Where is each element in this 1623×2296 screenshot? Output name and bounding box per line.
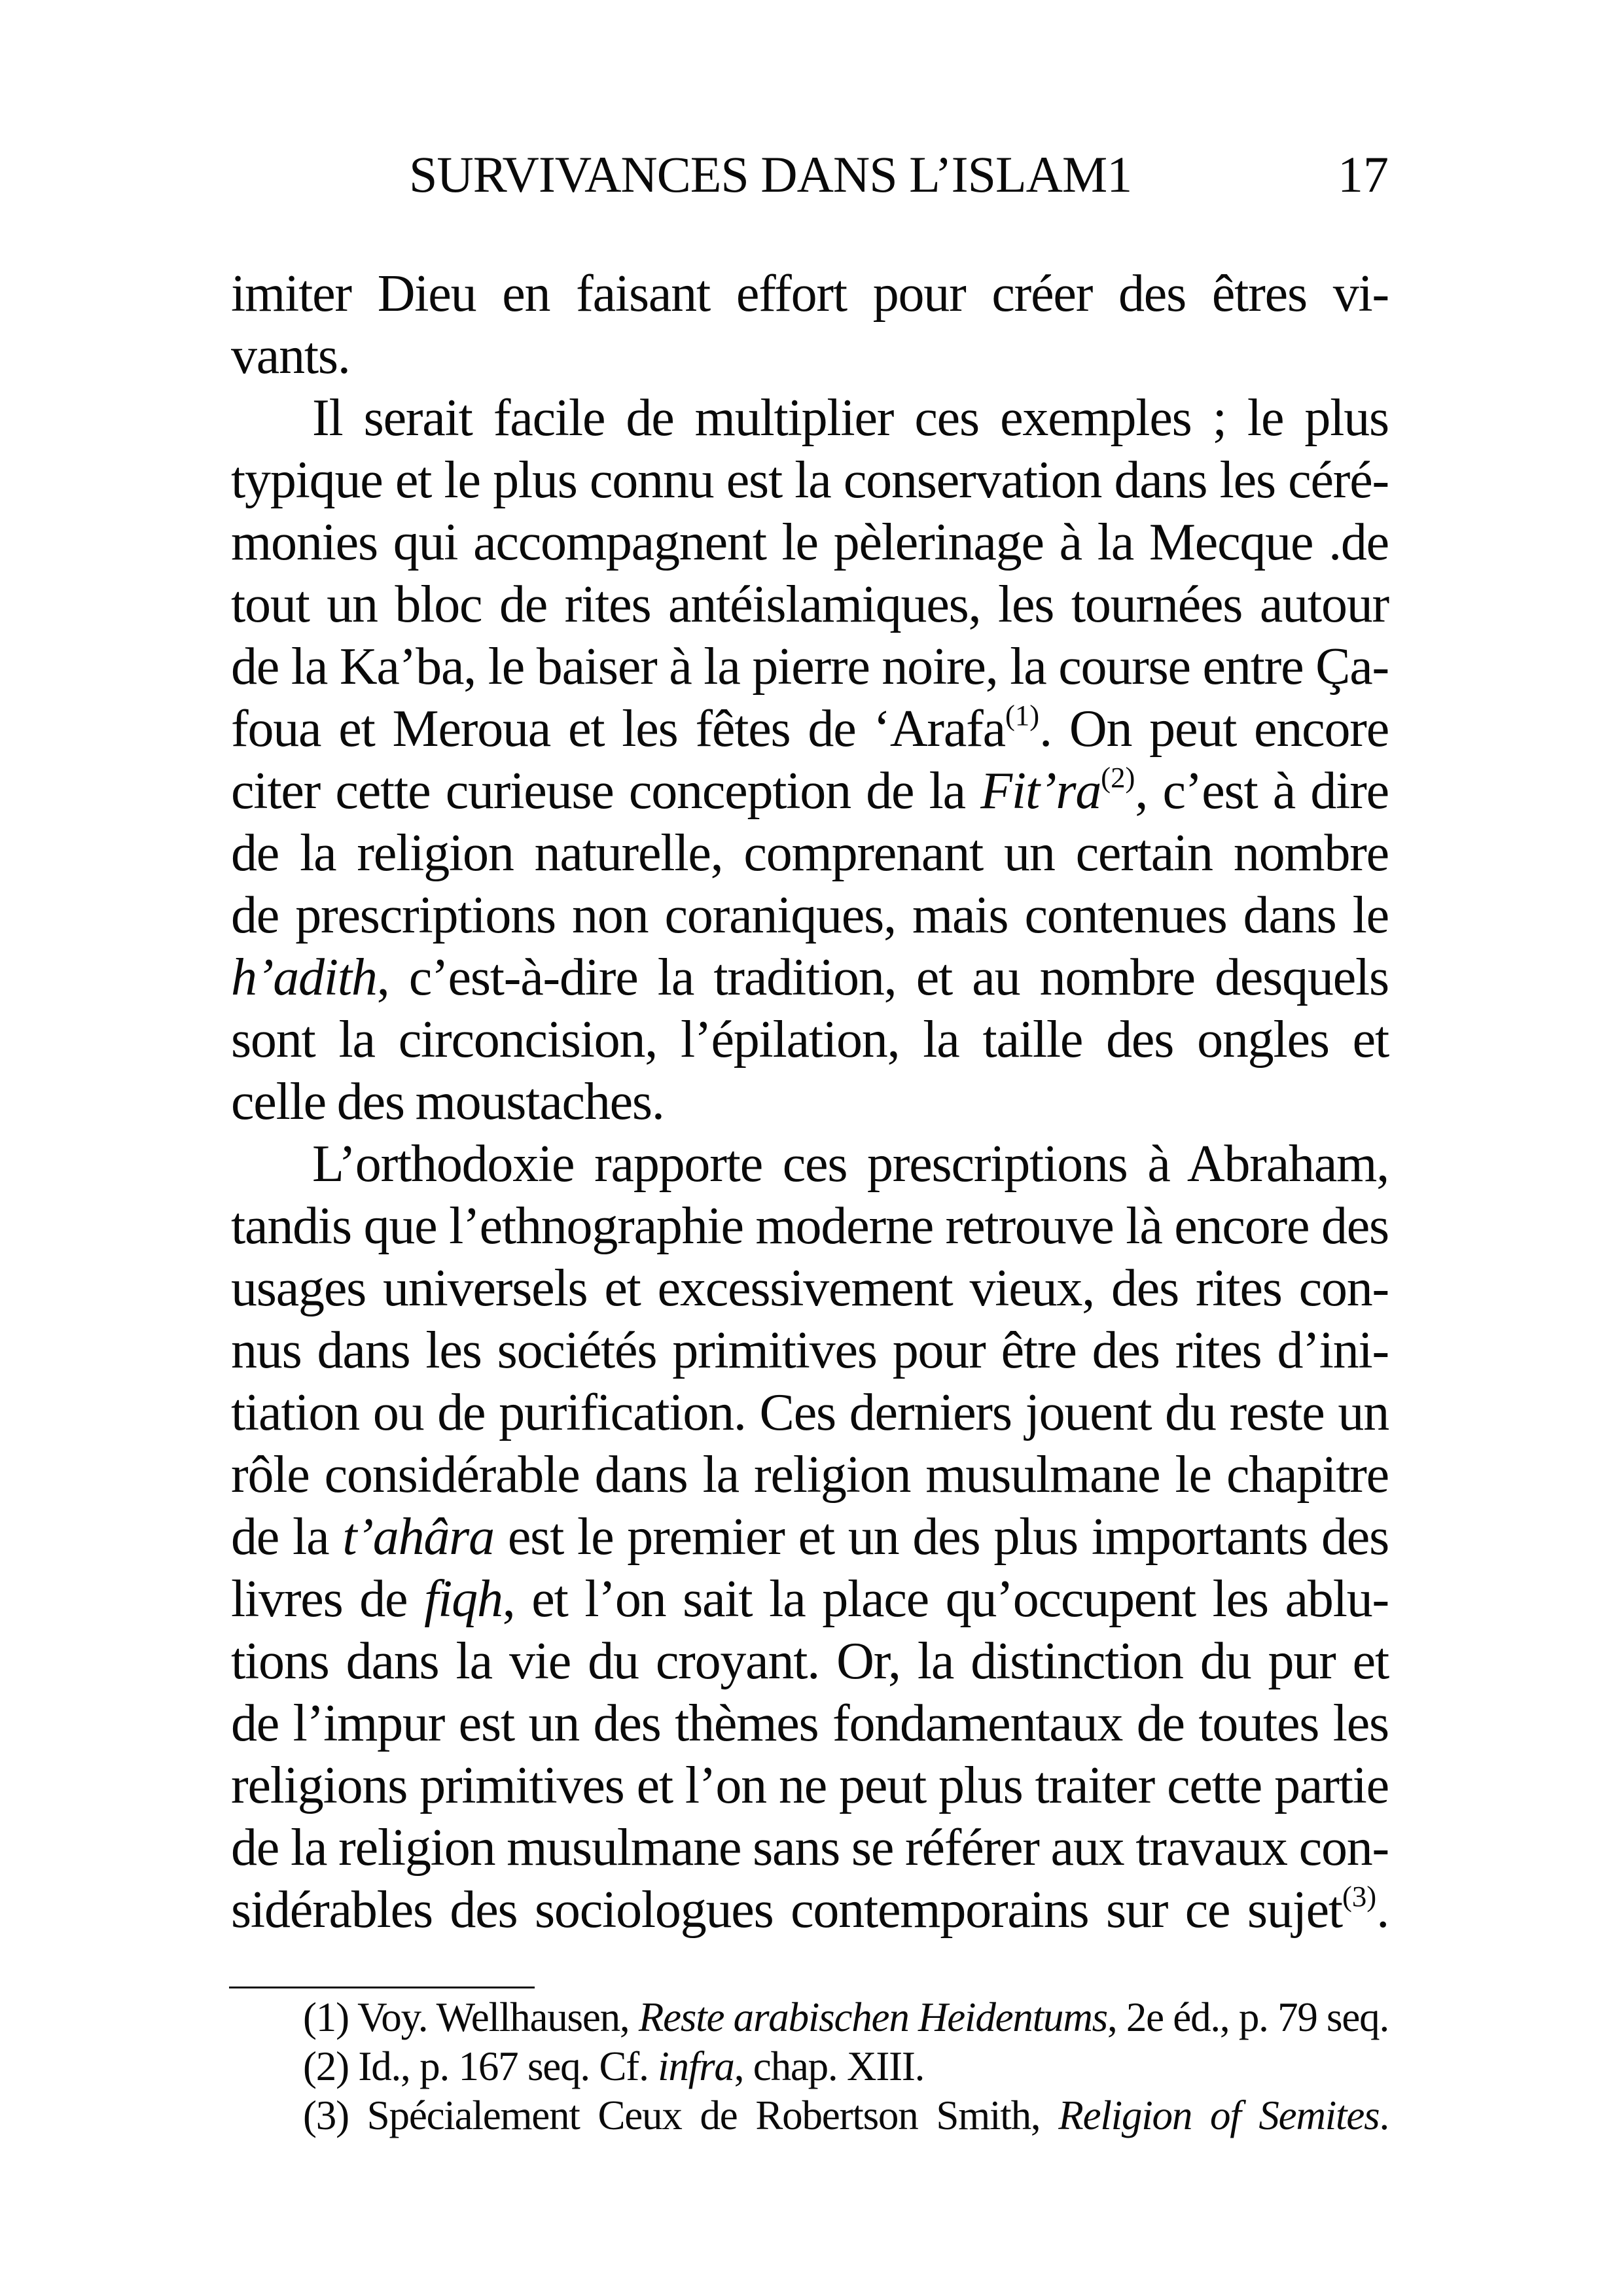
text-run: de l’impur est un des thèmes fondamentaux de toutes les [231, 1695, 1389, 1752]
text-run: , et l’on sait la place qu’occupent les ablu- [502, 1570, 1389, 1628]
text-run: . [1376, 1881, 1389, 1939]
text-run: , chap. XIII. [734, 2043, 925, 2089]
body-line [231, 1195, 1389, 1258]
body-line [231, 1631, 1389, 1693]
body-line [231, 450, 1389, 512]
text-run: foua et Meroua et les fêtes de ‘Arafa [231, 700, 1005, 758]
text-run: religions primitives et l’on ne peut plus traiter cette partie [231, 1757, 1389, 1814]
text-run: tout un bloc de rites antéislamiques, les tournées autour [231, 576, 1389, 633]
text-run: (3) Spécialement Ceux de Robertson Smith, [303, 2093, 1059, 2138]
footnote-reference[interactable]: (2) [1101, 760, 1135, 794]
body-line [231, 1693, 1389, 1755]
page-number: 17 [1338, 146, 1389, 203]
body-line [231, 1444, 1389, 1506]
text-run: typique et le plus connu est la conservation dans les céré- [231, 451, 1389, 509]
text-run: est le premier et un des plus importants des [493, 1508, 1389, 1566]
body-line [231, 1568, 1389, 1631]
body-text [231, 263, 1389, 1941]
text-run: imiter Dieu en faisant effort pour créer des êtres vi- [231, 265, 1389, 323]
text-run: tandis que l’ethnographie moderne retrouve là encore des [231, 1197, 1389, 1255]
body-line [231, 947, 1389, 1009]
text-run: tiation ou de purification. Ces derniers jouent du reste un [231, 1384, 1389, 1441]
text-run: de prescriptions non coraniques, mais contenues dans le [231, 887, 1389, 944]
text-run: (1) Voy. Wellhausen, [303, 1994, 639, 2040]
text-run: usages universels et excessivement vieux, des rites con- [231, 1260, 1389, 1317]
body-line [231, 1506, 1389, 1568]
italic-term: Religion of Semites [1058, 2093, 1380, 2138]
body-line [231, 1320, 1389, 1382]
body-line [231, 1382, 1389, 1444]
italic-term: fiqh [424, 1570, 503, 1628]
text-run: sidérables des sociologues contemporains sur ce sujet [231, 1881, 1342, 1939]
running-title: SURVIVANCES DANS L’ISLAM1 [409, 146, 1132, 203]
footnote-reference[interactable]: (3) [1342, 1879, 1377, 1913]
body-line [231, 1755, 1389, 1817]
text-run: Il serait facile de multiplier ces exemples ; le plus [312, 389, 1389, 447]
italic-term: t’ahâra [342, 1508, 494, 1566]
text-run: . On peut encore [1039, 700, 1389, 758]
text-run: de la Ka’ba, le baiser à la pierre noire, la course entre Ça- [231, 638, 1389, 696]
body-line [231, 1133, 1389, 1195]
footnote-1 [303, 1993, 1389, 2042]
body-line [231, 263, 1389, 325]
body-line [231, 760, 1389, 822]
body-line [231, 636, 1389, 698]
text-run: , c’est à dire [1135, 762, 1389, 820]
text-run: livres de [231, 1570, 425, 1628]
italic-term: Fit’ra [980, 762, 1101, 820]
body-line [231, 885, 1389, 947]
body-line [231, 698, 1389, 760]
body-line [231, 1009, 1389, 1071]
text-run: vants. [231, 327, 350, 385]
text-run: , c’est-à-dire la tradition, et au nombre desquels [376, 949, 1389, 1006]
text-run: de la religion musulmane sans se référer aux travaux con- [231, 1819, 1389, 1877]
body-line [231, 1817, 1389, 1879]
body-line [231, 822, 1389, 885]
text-run: rôle considérable dans la religion musulmane le chapitre [231, 1446, 1389, 1504]
footnote-separator-rule [229, 1987, 535, 1988]
text-run: celle des moustaches. [231, 1073, 664, 1131]
italic-term: Reste arabischen Heidentums [638, 1994, 1107, 2040]
body-line [231, 574, 1389, 636]
text-run: monies qui accompagnent le pèlerinage à la Mecque .de [231, 514, 1389, 571]
text-run: de la religion naturelle, comprenant un certain nombre [231, 824, 1389, 882]
body-line [231, 1258, 1389, 1320]
text-run: (2) Id., p. 167 seq. Cf. [303, 2043, 658, 2089]
body-line [231, 1071, 1389, 1133]
text-run: de la [231, 1508, 343, 1566]
italic-term: h’adith [231, 949, 377, 1006]
text-run: tions dans la vie du croyant. Or, la distinction du pur et [231, 1633, 1389, 1690]
footnote-reference[interactable]: (1) [1005, 698, 1040, 732]
body-line [231, 1879, 1389, 1941]
text-run: L’orthodoxie rapporte ces prescriptions à Abraham, [312, 1135, 1389, 1193]
text-run: nus dans les sociétés primitives pour être des rites d’ini- [231, 1322, 1389, 1379]
text-run: sont la circoncision, l’épilation, la taille des ongles et [231, 1011, 1389, 1069]
text-run: citer cette curieuse conception de la [231, 762, 981, 820]
running-header [231, 145, 1389, 204]
italic-term: infra [658, 2043, 734, 2089]
footnote-3 [303, 2091, 1389, 2140]
body-line [231, 325, 1389, 387]
body-line [231, 512, 1389, 574]
footnotes [303, 1993, 1389, 2140]
body-line [231, 387, 1389, 450]
text-run: . [1379, 2093, 1389, 2138]
footnote-2 [303, 2042, 1389, 2091]
text-run: , 2e éd., p. 79 seq. [1107, 1994, 1389, 2040]
